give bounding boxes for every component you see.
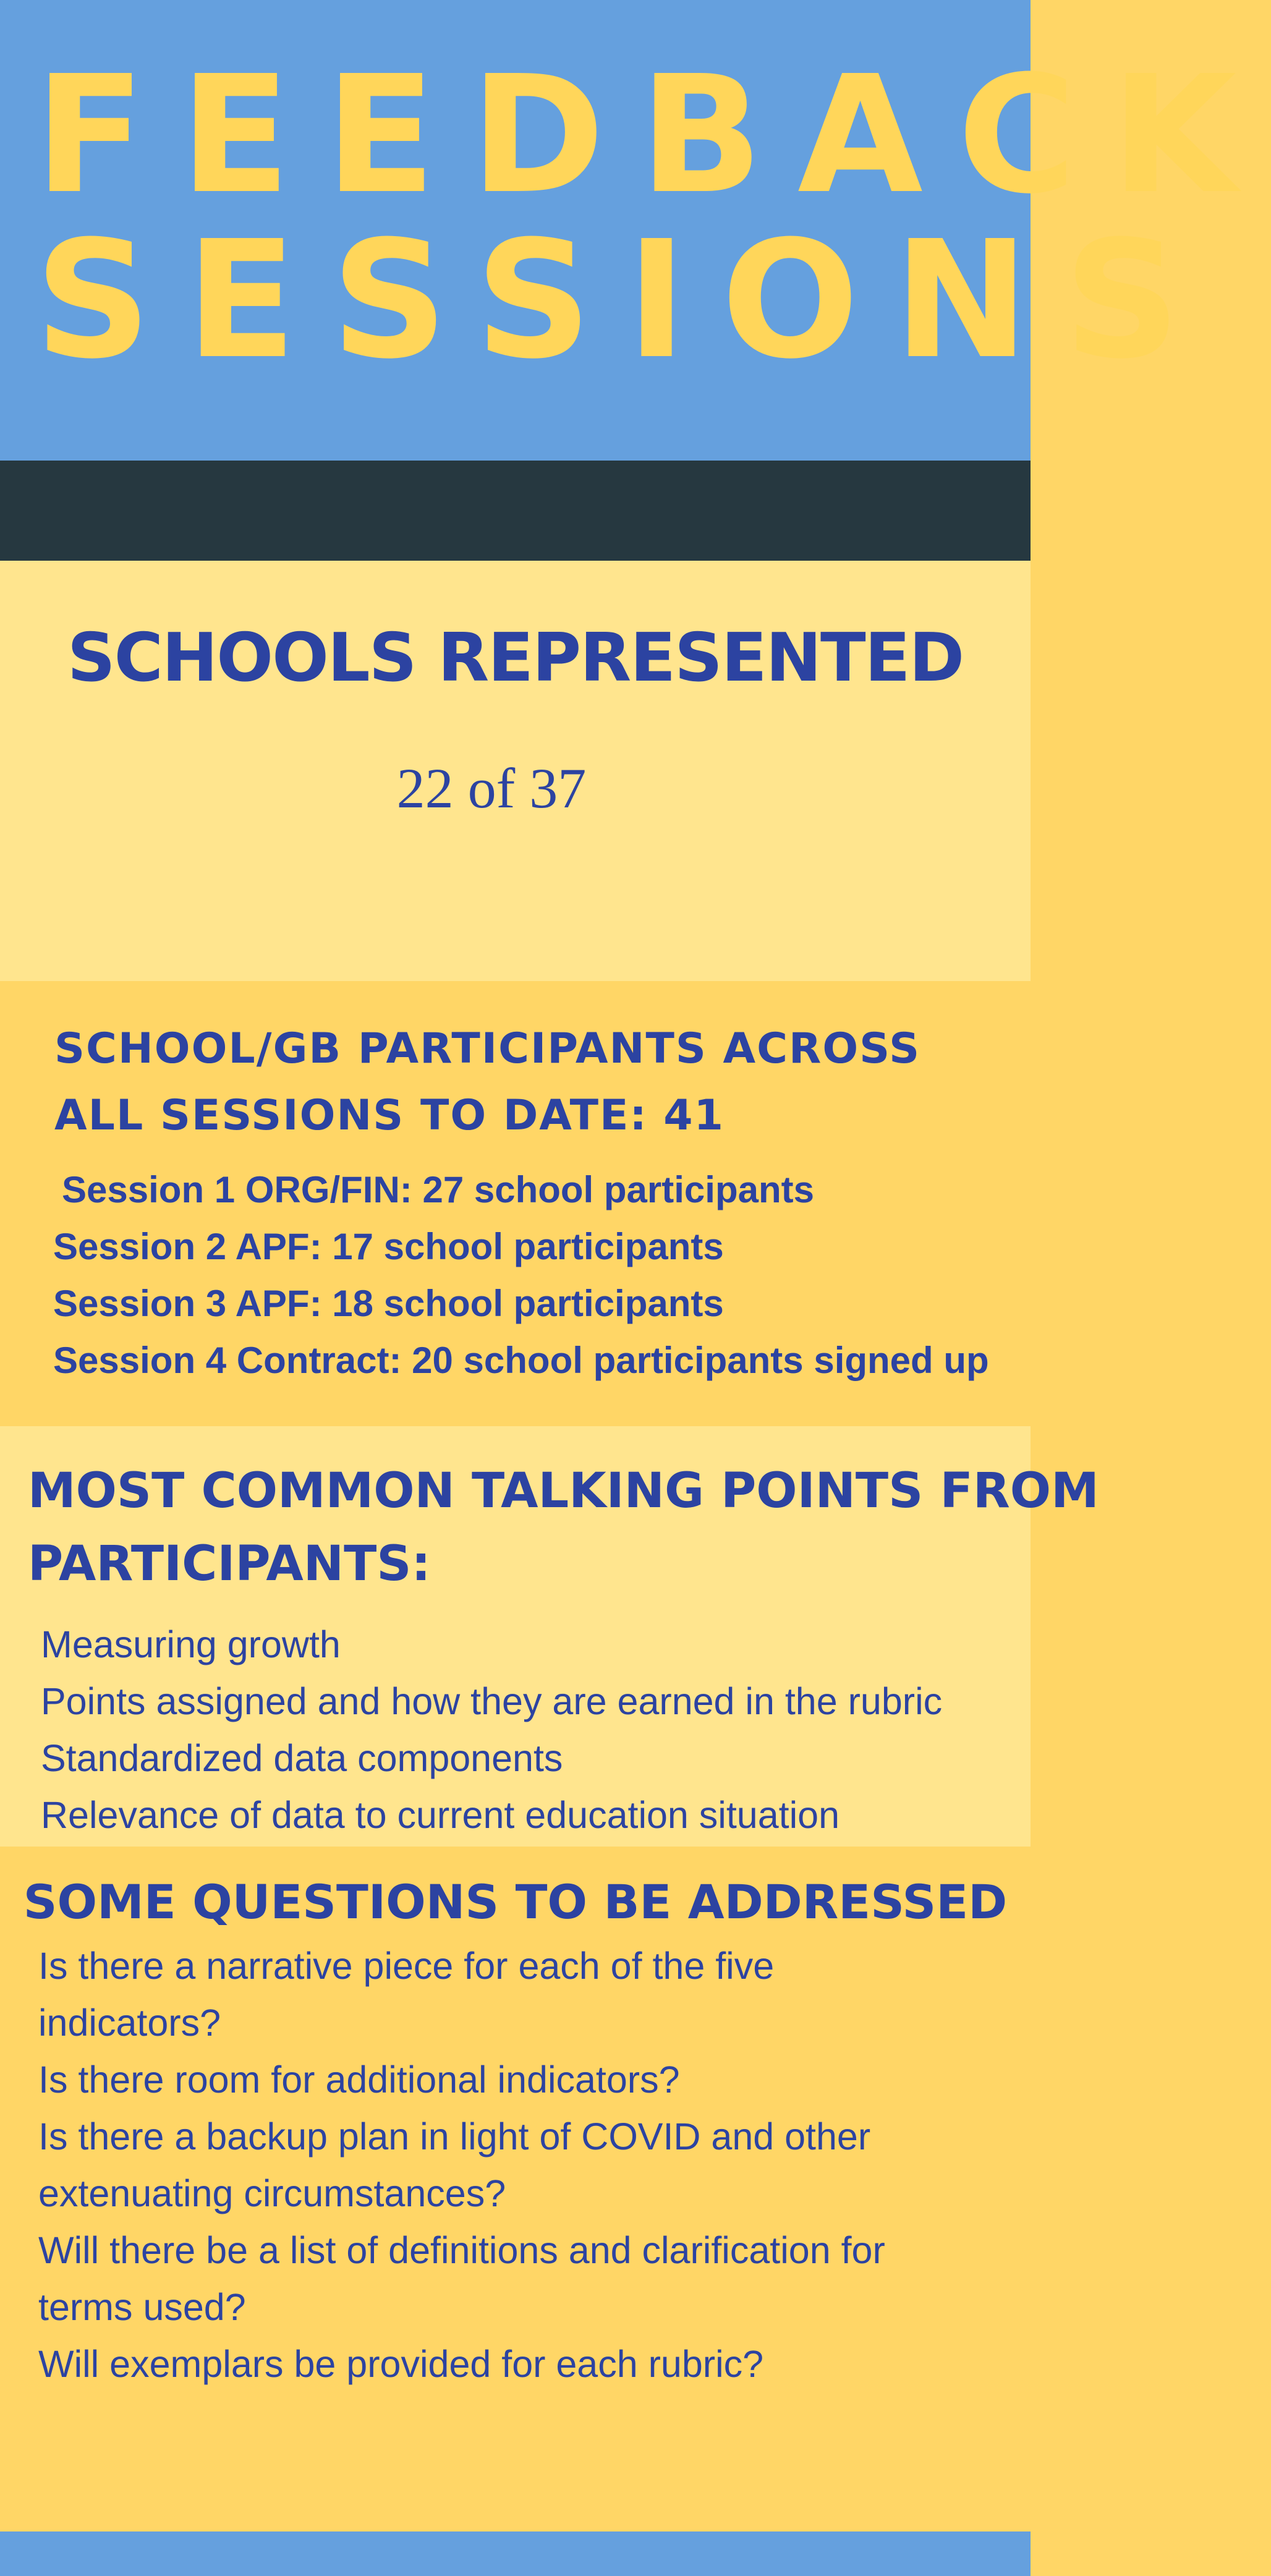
title-line-sessions: SESSIONS — [35, 206, 1215, 394]
question-line: indicators? — [38, 2002, 221, 2044]
session-item: Session 1 ORG/FIN: 27 school participants — [62, 1169, 814, 1210]
talking-point-item: Relevance of data to current education situation — [41, 1794, 840, 1836]
schools-count: 22 of 37 — [396, 757, 587, 820]
question-line: Is there a narrative piece for each of the five — [38, 1945, 775, 1987]
footer-band — [0, 2531, 1031, 2576]
header-banner — [0, 0, 1271, 461]
talking-point-item: Standardized data components — [41, 1737, 563, 1779]
questions-heading: SOME QUESTIONS TO BE ADDRESSED — [23, 1874, 1008, 1929]
schools-represented-section — [0, 561, 1031, 981]
session-item: Session 2 APF: 17 school participants — [53, 1226, 724, 1267]
schools-heading: SCHOOLS REPRESENTED — [67, 619, 964, 697]
participants-heading-line2: ALL SESSIONS TO DATE: 41 — [54, 1091, 725, 1140]
questions-section — [0, 1847, 1031, 2531]
question-line: Will exemplars be provided for each rubric? — [38, 2343, 764, 2385]
divider-band — [0, 461, 1031, 561]
participants-section — [0, 981, 1031, 1426]
session-item: Session 4 Contract: 20 school participants signed up — [53, 1340, 989, 1381]
talking-point-item: Points assigned and how they are earned in the rubric — [41, 1680, 943, 1722]
talking-points-heading-line2: PARTICIPANTS: — [28, 1536, 431, 1592]
talking-points-section — [0, 1426, 1099, 1847]
question-line: terms used? — [38, 2286, 246, 2328]
question-line: Will there be a list of definitions and clarification for — [38, 2229, 885, 2271]
title-line-feedback: FEEDBACK — [35, 41, 1271, 229]
participants-heading-line1: SCHOOL/GB PARTICIPANTS ACROSS — [54, 1024, 921, 1073]
session-item: Session 3 APF: 18 school participants — [53, 1283, 724, 1324]
talking-points-heading-line1: MOST COMMON TALKING POINTS FROM — [28, 1463, 1099, 1519]
question-line: Is there room for additional indicators? — [38, 2059, 680, 2101]
talking-point-item: Measuring growth — [41, 1623, 341, 1665]
question-line: extenuating circumstances? — [38, 2172, 506, 2214]
question-line: Is there a backup plan in light of COVID and other — [38, 2115, 871, 2157]
